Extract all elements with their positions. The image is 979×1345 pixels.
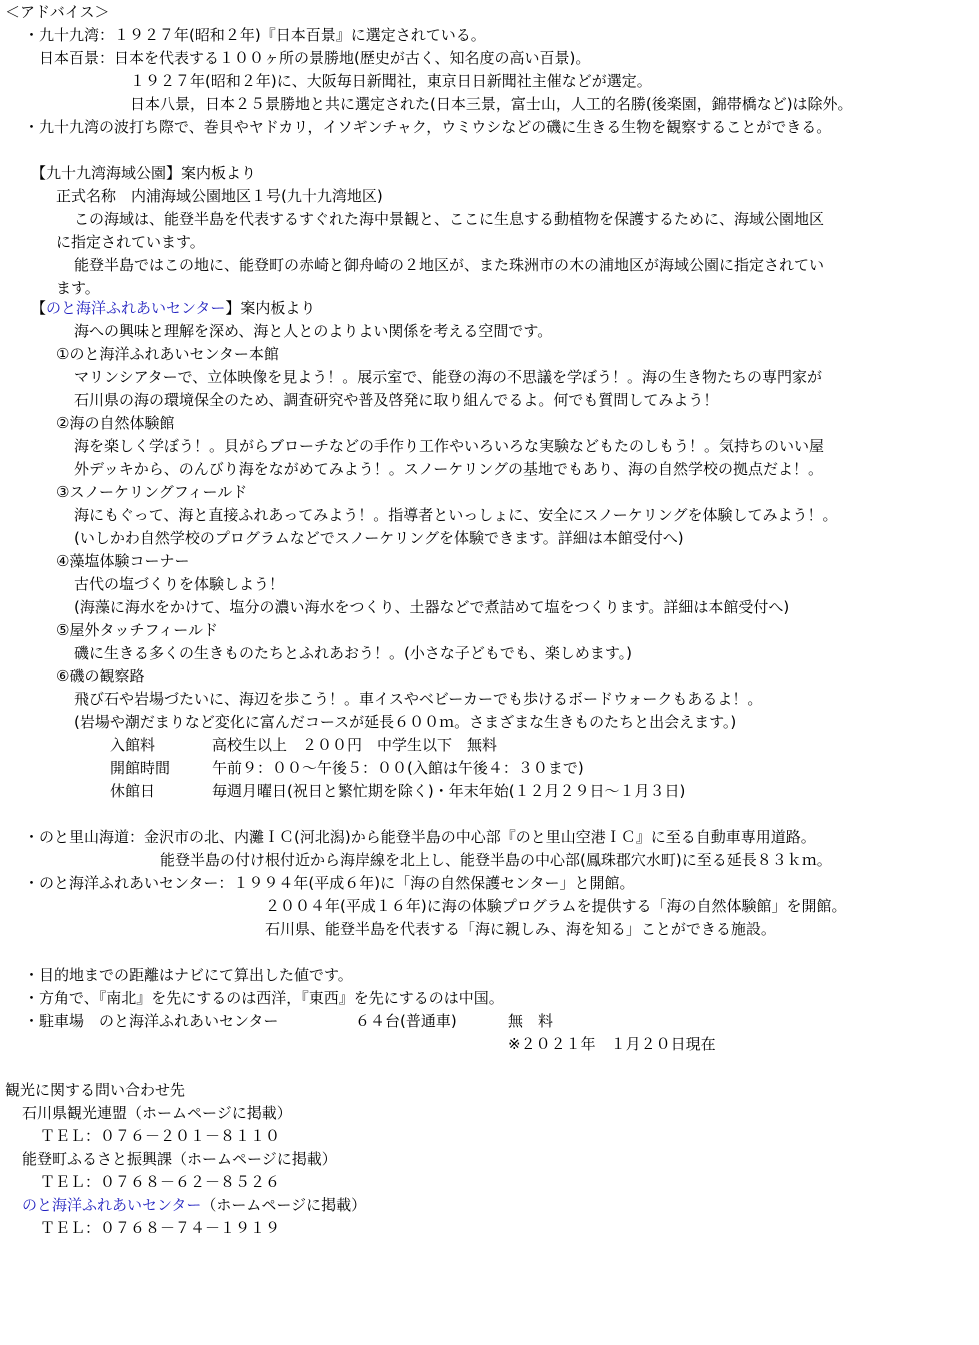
park-description: 能登半島ではこの地に、能登町の赤崎と御舟崎の２地区が、また珠洲市の木の浦地区が海域公園に指定されてい (74, 256, 825, 274)
facility-description: 磯に生きる多くの生きものたちとふれあおう！。(小さな子どもでも、楽しめます。) (74, 644, 633, 662)
facility-description: 海を楽しく学ぼう！。貝がらブローチなどの手作り工作やいろいろな実験などもたのしもう！。気持ちのいい屋 (74, 437, 825, 455)
note-line: ・目的地までの距離はナビにて算出した値です。 (24, 966, 353, 984)
advice-line: ・九十九湾：１９２７年(昭和２年)『日本百景』に選定されている。 (24, 26, 486, 44)
parking-label: ・駐車場 のと海洋ふれあいセンター (24, 1012, 279, 1030)
note-line: 能登半島の付け根付近から海岸線を北上し、能登半島の中心部(鳳珠郡穴水町)に至る延長８３ｋｍ。 (160, 851, 832, 869)
park-description: ます。 (56, 279, 100, 297)
facility-title: ③スノーケリングフィールド (56, 483, 248, 501)
advice-line: １９２７年(昭和２年)に、大阪毎日新聞社，東京日日新聞社主催などが選定。 (130, 72, 652, 90)
note-line: ・のと里山海道：金沢市の北、内灘ＩＣ(河北潟)から能登半島の中心部『のと里山空港ＩＣ』に至る自動車専用道路。 (24, 828, 816, 846)
note-line: ・方角で、『南北』を先にするのは西洋，『東西』を先にするのは中国。 (24, 989, 504, 1007)
note-line: ２００４年(平成１６年)に海の体験プログラムを提供する「海の自然体験館」を開館。 (265, 897, 847, 915)
park-official-name: 正式名称 内浦海域公園地区１号(九十九湾地区) (56, 187, 383, 205)
facility-description: (海藻に海水をかけて、塩分の濃い海水をつくり、土器などで煮詰めて塩をつくります。詳細は本館受付へ) (74, 598, 790, 616)
center-intro: 海への興味と理解を深め、海と人とのよりよい関係を考える空間です。 (74, 322, 553, 340)
contacts-heading: 観光に関する問い合わせ先 (5, 1081, 186, 1099)
center-contact-link[interactable]: のと海洋ふれあいセンター (22, 1196, 202, 1214)
facility-description: 海にもぐって、海と直接ふれあってみよう！。指導者といっしょに、安全にスノーケリングを体験してみよう！。 (74, 506, 838, 524)
facility-description: 古代の塩づくりを体験しよう！ (74, 575, 285, 593)
facility-title: ①のと海洋ふれあいセンター本館 (56, 345, 279, 363)
advice-line: ・九十九湾の波打ち際で、巻貝やヤドカリ，イソギンチャク，ウミウシなどの磯に生きる生物を観察することができる。 (24, 118, 832, 136)
contact-tel: ＴＥＬ：０７６－２０１－８１１０ (40, 1127, 281, 1145)
parking-fee: 無 料 (508, 1012, 554, 1030)
fee-value: 高校生以上 ２００円 中学生以下 無料 (212, 736, 498, 754)
facility-description: 石川県の海の環境保全のため、調査研究や普及啓発に取り組んでるよ。何でも質問してみよう！ (74, 391, 719, 409)
facility-description: (いしかわ自然学校のプログラムなどでスノーケリングを体験できます。詳細は本館受付へ) (74, 529, 684, 547)
center-heading-rest: 】案内板より (225, 299, 316, 317)
note-line: ・のと海洋ふれあいセンター：１９９４年(平成６年)に「海の自然保護センター」と開館。 (24, 874, 635, 892)
hours-label: 開館時間 (110, 759, 171, 777)
advice-heading: ＜アドバイス＞ (5, 3, 110, 21)
facility-description: マリンシアターで、立体映像を見よう！。展示室で、能登の海の不思議を学ぼう！。海の生き物たちの専門家が (74, 368, 822, 386)
park-description: に指定されています。 (56, 233, 205, 251)
closed-label: 休館日 (110, 782, 156, 800)
parking-count: ６４台(普通車) (355, 1012, 457, 1030)
closed-value: 毎週月曜日(祝日と繁忙期を除く)・年末年始(１２月２９日～１月３日) (212, 782, 686, 800)
contact-tel: ＴＥＬ：０７６８－７４－１９１９ (40, 1219, 281, 1237)
contact-name: 能登町ふるさと振興課（ホームページに掲載） (22, 1150, 337, 1168)
bracket-open: 【 (31, 299, 47, 317)
fee-label: 入館料 (110, 736, 156, 754)
facility-title: ⑤屋外タッチフィールド (56, 621, 218, 639)
contact-name-rest: （ホームページに掲載） (201, 1196, 367, 1214)
park-heading: 【九十九湾海域公園】案内板より (31, 164, 257, 182)
advice-line: 日本八景，日本２５景勝地と共に選定された(日本三景，富士山，人工的名勝(後楽園，錦帯橋など)は除外。 (130, 95, 853, 113)
contact-name: 石川県観光連盟（ホームページに掲載） (22, 1104, 292, 1122)
center-name-link[interactable]: のと海洋ふれあいセンター (46, 299, 226, 317)
center-heading (31, 298, 315, 318)
as-of-date: ※２０２１年 １月２０日現在 (508, 1035, 716, 1053)
contact-name (22, 1195, 366, 1215)
facility-description: 外デッキから、のんびり海をながめてみよう！。スノーケリングの基地でもあり、海の自然学校の拠点だよ！。 (74, 460, 823, 478)
contact-tel: ＴＥＬ：０７６８－６２－８５２６ (40, 1173, 281, 1191)
facility-title: ②海の自然体験館 (56, 414, 175, 432)
facility-title: ④藻塩体験コーナー (56, 552, 190, 570)
facility-description: (岩場や潮だまりなど変化に富んだコースが延長６００ｍ。さまざまな生きものたちと出会えます。) (74, 713, 737, 731)
note-line: 石川県、能登半島を代表する「海に親しみ、海を知る」ことができる施設。 (265, 920, 776, 938)
advice-line: 日本百景：日本を代表する１００ヶ所の景勝地(歴史が古く、知名度の高い百景)。 (39, 49, 591, 67)
park-description: この海域は、能登半島を代表するすぐれた海中景観と、ここに生息する動植物を保護するために、海域公園地区 (74, 210, 825, 228)
facility-description: 飛び石や岩場づたいに、海辺を歩こう！。車イスやベビーカーでも歩けるボードウォークもあるよ！。 (74, 690, 763, 708)
hours-value: 午前９：００～午後５：００(入館は午後４：３０まで) (212, 759, 584, 777)
facility-title: ⑥磯の観察路 (56, 667, 145, 685)
